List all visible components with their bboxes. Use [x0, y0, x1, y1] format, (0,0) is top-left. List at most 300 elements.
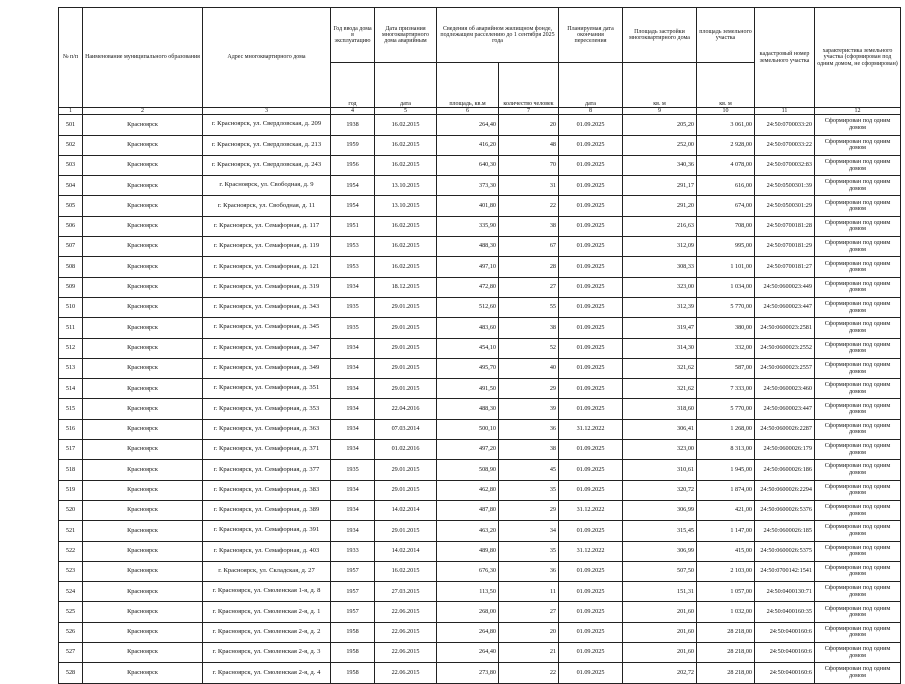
land-characteristic: Сформирован под одним домом: [815, 237, 901, 257]
row-number: 528: [59, 663, 83, 683]
column-number: 9: [623, 108, 697, 115]
people-count: 28: [499, 257, 559, 277]
people-count: 31: [499, 176, 559, 196]
emergency-date: 22.06.2015: [375, 602, 437, 622]
cadastral-number: 24:50:0600023:2581: [755, 318, 815, 338]
people-count: 35: [499, 480, 559, 500]
emergency-date: 16.02.2015: [375, 257, 437, 277]
header-emergency-fund: Сведения об аварийном жилищном фонде, подлежащем расселению до 1 сентября 2025 года: [437, 8, 559, 63]
address: г. Красноярск, ул. Свердловская, д. 243: [203, 155, 331, 175]
municipality: Красноярск: [83, 622, 203, 642]
row-number: 514: [59, 379, 83, 399]
column-number: 10: [697, 108, 755, 115]
land-area: 7 333,00: [697, 379, 755, 399]
people-count: 22: [499, 663, 559, 683]
plan-date: 01.09.2025: [559, 176, 623, 196]
land-characteristic: Сформирован под одним домом: [815, 176, 901, 196]
plan-date: 01.09.2025: [559, 480, 623, 500]
table-row: [59, 500, 901, 520]
year: 1935: [331, 460, 375, 480]
building-area: 312,39: [623, 297, 697, 317]
municipality: Красноярск: [83, 196, 203, 216]
cadastral-number: 24:50:0600026:2287: [755, 419, 815, 439]
table-row: [59, 561, 901, 581]
year: 1953: [331, 257, 375, 277]
building-area: 205,20: [623, 115, 697, 135]
address: г. Красноярск, ул. Семафорная, д. 121: [203, 257, 331, 277]
year: 1957: [331, 602, 375, 622]
land-area: 415,00: [697, 541, 755, 561]
header-cadastral: кадастровый номер земельного участка: [755, 8, 815, 108]
address: г. Красноярск, ул. Семафорная, д. 345: [203, 318, 331, 338]
year: 1951: [331, 216, 375, 236]
municipality: Красноярск: [83, 277, 203, 297]
land-area: 5 770,00: [697, 399, 755, 419]
header-number: № п/п: [59, 8, 83, 108]
address: г. Красноярск, ул. Смоленская 2-я, д. 4: [203, 663, 331, 683]
land-area: 421,00: [697, 500, 755, 520]
emergency-date: 29.01.2015: [375, 318, 437, 338]
plan-date: 01.09.2025: [559, 155, 623, 175]
land-area: 1 945,00: [697, 460, 755, 480]
column-number: 12: [815, 108, 901, 115]
area: 264,80: [437, 622, 499, 642]
address: г. Красноярск, ул. Семафорная, д. 349: [203, 358, 331, 378]
municipality: Красноярск: [83, 115, 203, 135]
building-area: 216,63: [623, 216, 697, 236]
table-row: [59, 257, 901, 277]
table-row: [59, 399, 901, 419]
header-emergency-date: Дата признания многоквартирного дома аварийным: [375, 8, 437, 63]
cadastral-number: 24:50:0400160:6: [755, 643, 815, 663]
area: 500,10: [437, 419, 499, 439]
row-number: 501: [59, 115, 83, 135]
year: 1958: [331, 622, 375, 642]
table-row: [59, 663, 901, 683]
emergency-date: 13.10.2015: [375, 196, 437, 216]
municipality: Красноярск: [83, 297, 203, 317]
land-area: 1 874,00: [697, 480, 755, 500]
year: 1934: [331, 419, 375, 439]
land-area: 1 147,00: [697, 521, 755, 541]
column-number: 6: [437, 108, 499, 115]
table-body: [59, 115, 901, 683]
land-characteristic: Сформирован под одним домом: [815, 155, 901, 175]
land-characteristic: Сформирован под одним домом: [815, 622, 901, 642]
land-area: 2 928,00: [697, 135, 755, 155]
header-plan-date: Планируемая дата окончания переселения: [559, 8, 623, 63]
cadastral-number: 24:50:0700032:83: [755, 155, 815, 175]
header-land-area: площадь земельного участка: [697, 8, 755, 63]
cadastral-number: 24:50:0700033:22: [755, 135, 815, 155]
cadastral-number: 24:50:0700181:27: [755, 257, 815, 277]
table-row: [59, 379, 901, 399]
municipality: Красноярск: [83, 663, 203, 683]
plan-date: 01.09.2025: [559, 460, 623, 480]
municipality: Красноярск: [83, 419, 203, 439]
address: г. Красноярск, ул. Семафорная, д. 403: [203, 541, 331, 561]
emergency-date: 29.01.2015: [375, 358, 437, 378]
address: г. Красноярск, ул. Семафорная, д. 347: [203, 338, 331, 358]
year: 1957: [331, 561, 375, 581]
municipality: Красноярск: [83, 582, 203, 602]
area: 491,50: [437, 379, 499, 399]
people-count: 20: [499, 115, 559, 135]
people-count: 36: [499, 561, 559, 581]
emergency-date: 13.10.2015: [375, 176, 437, 196]
people-count: 38: [499, 216, 559, 236]
emergency-date: 22.04.2016: [375, 399, 437, 419]
area: 488,30: [437, 399, 499, 419]
address: г. Красноярск, ул. Свердловская, д. 209: [203, 115, 331, 135]
table-row: [59, 480, 901, 500]
plan-date: 01.09.2025: [559, 358, 623, 378]
cadastral-number: 24:50:0500301:39: [755, 176, 815, 196]
plan-date: 01.09.2025: [559, 379, 623, 399]
building-area: 323,00: [623, 277, 697, 297]
address: г. Красноярск, ул. Семафорная, д. 371: [203, 440, 331, 460]
unit-area: площадь, кв.м: [437, 63, 499, 108]
header-address: Адрес многоквартирного дома: [203, 8, 331, 108]
table-row: [59, 135, 901, 155]
land-area: 2 103,00: [697, 561, 755, 581]
municipality: Красноярск: [83, 155, 203, 175]
area: 454,10: [437, 338, 499, 358]
municipality: Красноярск: [83, 480, 203, 500]
building-area: 314,30: [623, 338, 697, 358]
land-area: 587,00: [697, 358, 755, 378]
resettlement-table: [58, 7, 901, 684]
area: 463,20: [437, 521, 499, 541]
municipality: Красноярск: [83, 318, 203, 338]
municipality: Красноярск: [83, 561, 203, 581]
people-count: 11: [499, 582, 559, 602]
cadastral-number: 24:50:0600023:2557: [755, 358, 815, 378]
area: 488,30: [437, 237, 499, 257]
plan-date: 01.09.2025: [559, 602, 623, 622]
municipality: Красноярск: [83, 176, 203, 196]
land-area: 5 770,00: [697, 297, 755, 317]
plan-date: 31.12.2022: [559, 419, 623, 439]
address: г. Красноярск, ул. Свободная, д. 11: [203, 196, 331, 216]
land-area: 616,00: [697, 176, 755, 196]
address: г. Красноярск, ул. Семафорная, д. 391: [203, 521, 331, 541]
building-area: 202,72: [623, 663, 697, 683]
emergency-date: 01.02.2016: [375, 440, 437, 460]
unit-date: дата: [375, 63, 437, 108]
plan-date: 01.09.2025: [559, 338, 623, 358]
unit-land-area: кв. м: [697, 63, 755, 108]
cadastral-number: 24:50:0400130:71: [755, 582, 815, 602]
header-municipality: Наименование муниципального образования: [83, 8, 203, 108]
row-number: 508: [59, 257, 83, 277]
area: 401,80: [437, 196, 499, 216]
row-number: 520: [59, 500, 83, 520]
land-characteristic: Сформирован под одним домом: [815, 460, 901, 480]
building-area: 291,20: [623, 196, 697, 216]
table-row: [59, 318, 901, 338]
unit-year: год: [331, 63, 375, 108]
cadastral-number: 24:50:0400160:35: [755, 602, 815, 622]
building-area: 310,61: [623, 460, 697, 480]
table-row: [59, 237, 901, 257]
emergency-date: 22.06.2015: [375, 622, 437, 642]
cadastral-number: 24:50:0700181:29: [755, 237, 815, 257]
people-count: 34: [499, 521, 559, 541]
land-characteristic: Сформирован под одним домом: [815, 216, 901, 236]
emergency-date: 29.01.2015: [375, 460, 437, 480]
row-number: 516: [59, 419, 83, 439]
address: г. Красноярск, ул. Семафорная, д. 119: [203, 237, 331, 257]
area: 497,10: [437, 257, 499, 277]
area: 472,80: [437, 277, 499, 297]
people-count: 67: [499, 237, 559, 257]
building-area: 312,09: [623, 237, 697, 257]
plan-date: 31.12.2022: [559, 541, 623, 561]
address: г. Красноярск, ул. Семафорная, д. 319: [203, 277, 331, 297]
header-row: [59, 8, 901, 63]
year: 1935: [331, 297, 375, 317]
year: 1934: [331, 440, 375, 460]
year: 1934: [331, 379, 375, 399]
table-row: [59, 521, 901, 541]
column-number: 3: [203, 108, 331, 115]
area: 640,30: [437, 155, 499, 175]
table-row: [59, 338, 901, 358]
cadastral-number: 24:50:0600026:186: [755, 460, 815, 480]
land-area: 674,00: [697, 196, 755, 216]
header-building-area: Площадь застройки многоквартирного дома: [623, 8, 697, 63]
people-count: 22: [499, 196, 559, 216]
plan-date: 01.09.2025: [559, 216, 623, 236]
people-count: 35: [499, 541, 559, 561]
land-characteristic: Сформирован под одним домом: [815, 115, 901, 135]
emergency-date: 29.01.2015: [375, 521, 437, 541]
people-count: 70: [499, 155, 559, 175]
address: г. Красноярск, ул. Семафорная, д. 353: [203, 399, 331, 419]
year: 1956: [331, 155, 375, 175]
municipality: Красноярск: [83, 237, 203, 257]
area: 264,40: [437, 643, 499, 663]
row-number: 511: [59, 318, 83, 338]
land-area: 1 268,00: [697, 419, 755, 439]
people-count: 45: [499, 460, 559, 480]
emergency-date: 16.02.2015: [375, 135, 437, 155]
municipality: Красноярск: [83, 500, 203, 520]
municipality: Красноярск: [83, 379, 203, 399]
year: 1935: [331, 318, 375, 338]
table-row: [59, 643, 901, 663]
address: г. Красноярск, ул. Семафорная, д. 377: [203, 460, 331, 480]
building-area: 323,00: [623, 440, 697, 460]
people-count: 21: [499, 643, 559, 663]
land-characteristic: Сформирован под одним домом: [815, 297, 901, 317]
land-area: 28 218,00: [697, 622, 755, 642]
plan-date: 01.09.2025: [559, 663, 623, 683]
year: 1958: [331, 643, 375, 663]
address: г. Красноярск, ул. Смоленская 2-я, д. 3: [203, 643, 331, 663]
address: г. Красноярск, ул. Свободная, д. 9: [203, 176, 331, 196]
unit-people: количество человек: [499, 63, 559, 108]
year: 1959: [331, 135, 375, 155]
building-area: 340,36: [623, 155, 697, 175]
year: 1934: [331, 358, 375, 378]
land-area: 995,00: [697, 237, 755, 257]
column-number: 11: [755, 108, 815, 115]
plan-date: 01.09.2025: [559, 622, 623, 642]
row-number: 517: [59, 440, 83, 460]
year: 1958: [331, 663, 375, 683]
table-row: [59, 602, 901, 622]
people-count: 29: [499, 379, 559, 399]
land-area: 3 061,00: [697, 115, 755, 135]
address: г. Красноярск, ул. Семафорная, д. 389: [203, 500, 331, 520]
column-number: 5: [375, 108, 437, 115]
row-number: 526: [59, 622, 83, 642]
table-row: [59, 196, 901, 216]
land-area: 1 057,00: [697, 582, 755, 602]
area: 489,80: [437, 541, 499, 561]
people-count: 20: [499, 622, 559, 642]
row-number: 518: [59, 460, 83, 480]
row-number: 502: [59, 135, 83, 155]
land-area: 8 313,00: [697, 440, 755, 460]
cadastral-number: 24:50:0600023:2552: [755, 338, 815, 358]
people-count: 39: [499, 399, 559, 419]
area: 416,20: [437, 135, 499, 155]
emergency-date: 16.02.2015: [375, 561, 437, 581]
cadastral-number: 24:50:0600026:179: [755, 440, 815, 460]
address: г. Красноярск, ул. Семафорная, д. 343: [203, 297, 331, 317]
year: 1934: [331, 399, 375, 419]
emergency-date: 29.01.2015: [375, 338, 437, 358]
municipality: Красноярск: [83, 521, 203, 541]
plan-date: 01.09.2025: [559, 237, 623, 257]
people-count: 48: [499, 135, 559, 155]
cadastral-number: 24:50:0400160:6: [755, 663, 815, 683]
land-characteristic: Сформирован под одним домом: [815, 541, 901, 561]
row-number: 509: [59, 277, 83, 297]
address: г. Красноярск, ул. Смоленская 2-я, д. 2: [203, 622, 331, 642]
municipality: Красноярск: [83, 602, 203, 622]
municipality: Красноярск: [83, 541, 203, 561]
plan-date: 01.09.2025: [559, 297, 623, 317]
land-characteristic: Сформирован под одним домом: [815, 135, 901, 155]
row-number: 506: [59, 216, 83, 236]
area: 497,20: [437, 440, 499, 460]
municipality: Красноярск: [83, 216, 203, 236]
land-characteristic: Сформирован под одним домом: [815, 480, 901, 500]
year: 1938: [331, 115, 375, 135]
land-characteristic: Сформирован под одним домом: [815, 521, 901, 541]
plan-date: 01.09.2025: [559, 561, 623, 581]
land-area: 1 034,00: [697, 277, 755, 297]
column-number: 1: [59, 108, 83, 115]
land-characteristic: Сформирован под одним домом: [815, 663, 901, 683]
row-number: 524: [59, 582, 83, 602]
municipality: Красноярск: [83, 460, 203, 480]
area: 373,30: [437, 176, 499, 196]
land-area: 1 101,00: [697, 257, 755, 277]
address: г. Красноярск, ул. Семафорная, д. 351: [203, 379, 331, 399]
cadastral-number: 24:50:0700142:1541: [755, 561, 815, 581]
table-row: [59, 115, 901, 135]
cadastral-number: 24:50:0600026:2294: [755, 480, 815, 500]
row-number: 513: [59, 358, 83, 378]
land-characteristic: Сформирован под одним домом: [815, 643, 901, 663]
people-count: 27: [499, 602, 559, 622]
building-area: 201,60: [623, 622, 697, 642]
land-characteristic: Сформирован под одним домом: [815, 379, 901, 399]
table-row: [59, 297, 901, 317]
row-number: 522: [59, 541, 83, 561]
municipality: Красноярск: [83, 643, 203, 663]
area: 508,90: [437, 460, 499, 480]
emergency-date: 29.01.2015: [375, 379, 437, 399]
emergency-date: 14.02.2014: [375, 541, 437, 561]
row-number: 515: [59, 399, 83, 419]
table-row: [59, 419, 901, 439]
plan-date: 31.12.2022: [559, 500, 623, 520]
municipality: Красноярск: [83, 257, 203, 277]
area: 512,60: [437, 297, 499, 317]
land-area: 28 218,00: [697, 663, 755, 683]
cadastral-number: 24:50:0600023:447: [755, 399, 815, 419]
area: 495,70: [437, 358, 499, 378]
plan-date: 01.09.2025: [559, 135, 623, 155]
emergency-date: 16.02.2015: [375, 115, 437, 135]
column-number: 7: [499, 108, 559, 115]
row-number: 527: [59, 643, 83, 663]
plan-date: 01.09.2025: [559, 196, 623, 216]
cadastral-number: 24:50:0600026:5376: [755, 500, 815, 520]
row-number: 525: [59, 602, 83, 622]
column-numbers-row: [59, 108, 901, 115]
address: г. Красноярск, ул. Смоленская 1-я, д. 8: [203, 582, 331, 602]
address: г. Красноярск, ул. Складская, д. 27: [203, 561, 331, 581]
row-number: 510: [59, 297, 83, 317]
land-characteristic: Сформирован под одним домом: [815, 500, 901, 520]
year: 1933: [331, 541, 375, 561]
year: 1934: [331, 521, 375, 541]
land-area: 1 032,00: [697, 602, 755, 622]
municipality: Красноярск: [83, 338, 203, 358]
address: г. Красноярск, ул. Смоленская 2-я, д. 1: [203, 602, 331, 622]
emergency-date: 14.02.2014: [375, 500, 437, 520]
table-row: [59, 176, 901, 196]
emergency-date: 22.06.2015: [375, 643, 437, 663]
people-count: 52: [499, 338, 559, 358]
column-number: 2: [83, 108, 203, 115]
land-characteristic: Сформирован под одним домом: [815, 419, 901, 439]
plan-date: 01.09.2025: [559, 257, 623, 277]
building-area: 321,62: [623, 379, 697, 399]
row-number: 504: [59, 176, 83, 196]
row-number: 519: [59, 480, 83, 500]
land-area: 332,00: [697, 338, 755, 358]
plan-date: 01.09.2025: [559, 440, 623, 460]
unit-build-area: кв. м: [623, 63, 697, 108]
plan-date: 01.09.2025: [559, 643, 623, 663]
land-characteristic: Сформирован под одним домом: [815, 277, 901, 297]
land-area: 28 218,00: [697, 643, 755, 663]
row-number: 521: [59, 521, 83, 541]
land-characteristic: Сформирован под одним домом: [815, 561, 901, 581]
building-area: 306,99: [623, 541, 697, 561]
plan-date: 01.09.2025: [559, 318, 623, 338]
area: 335,90: [437, 216, 499, 236]
table-row: [59, 440, 901, 460]
